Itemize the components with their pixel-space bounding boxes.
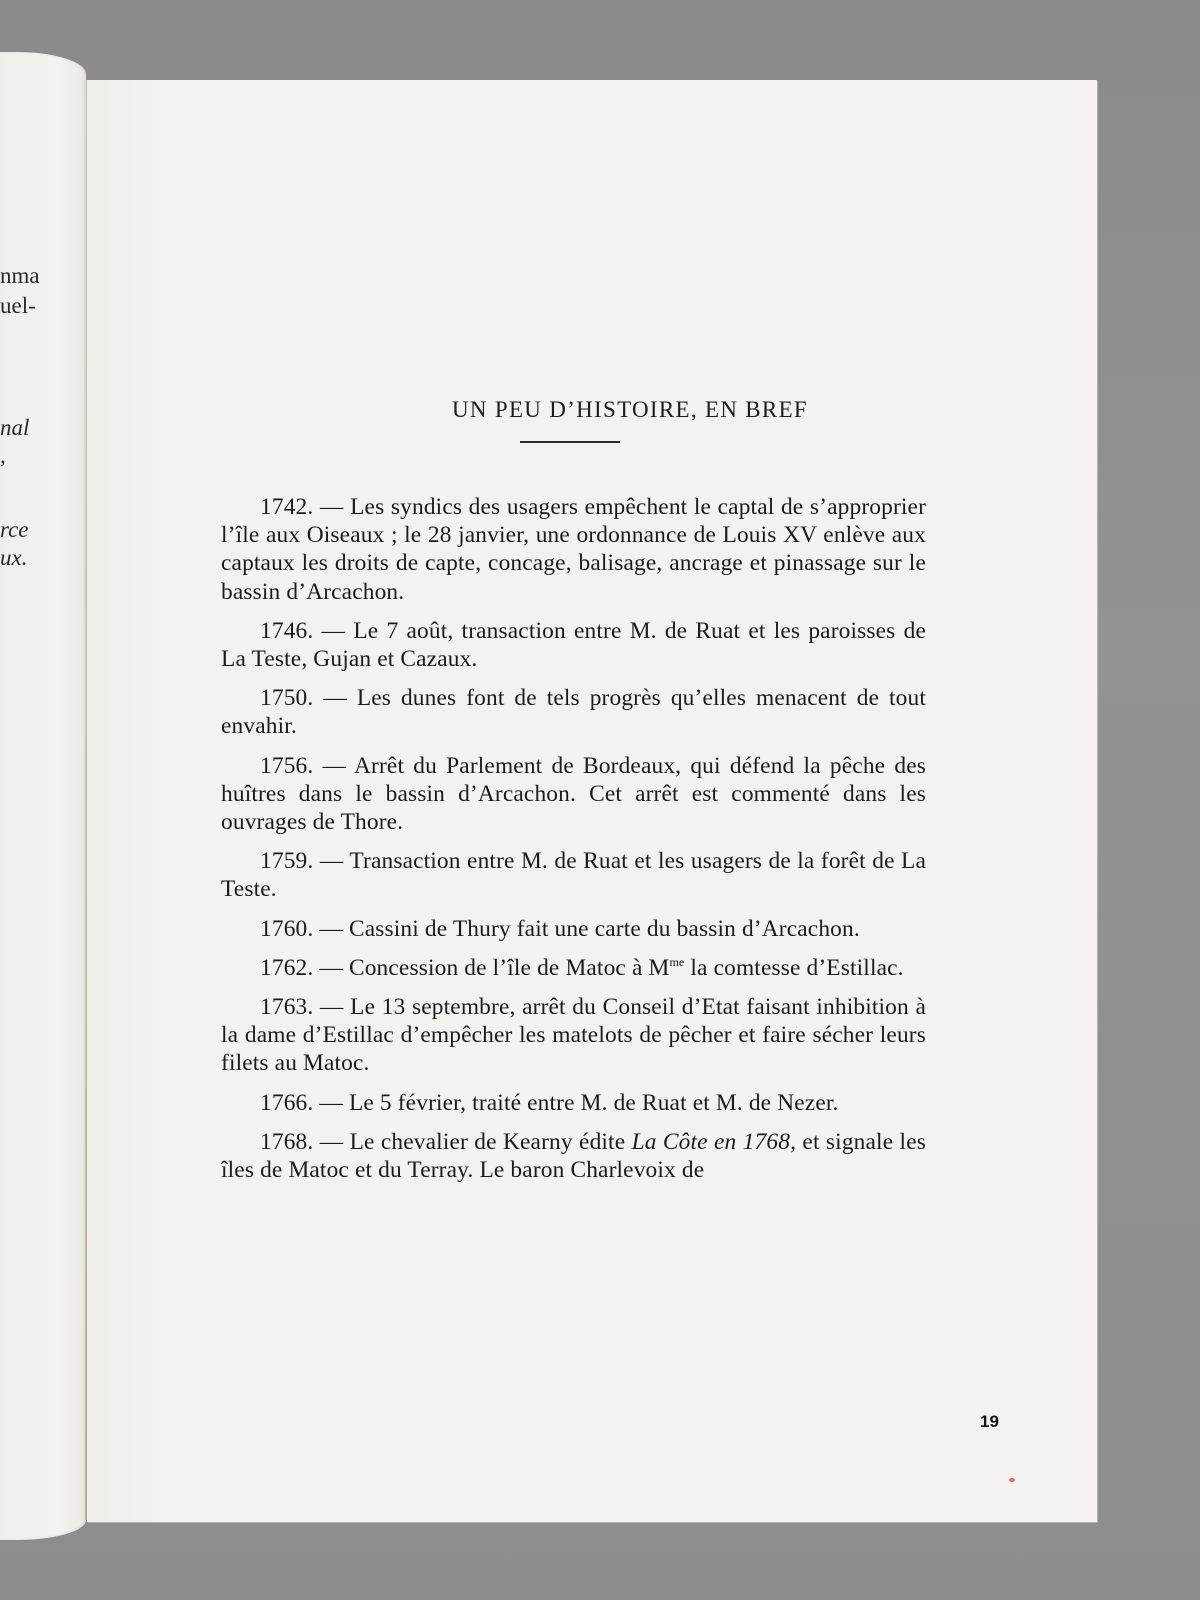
entry-dash: —	[321, 617, 346, 644]
left-page-fragment: nal	[0, 415, 30, 440]
entry-year: 1768.	[260, 1128, 314, 1155]
entry-text: Les dunes font de tels progrès qu’elles menacent de tout envahir.	[221, 685, 927, 740]
entry-italic-title: La Côte en 1768,	[631, 1128, 797, 1155]
chronology-entry-1746	[221, 617, 926, 673]
entry-year: 1759.	[260, 848, 314, 875]
chronology-entry-1742	[221, 493, 926, 606]
left-page-fragment: nma	[0, 263, 40, 288]
entry-dash: —	[320, 994, 344, 1021]
chronology-entry-1756	[221, 752, 926, 837]
chronology-entry-1759	[221, 847, 926, 903]
chronology-entry-1763	[221, 993, 926, 1078]
left-page-fragment: ux.	[0, 545, 28, 570]
entry-dash: —	[322, 752, 347, 779]
entry-dash: —	[319, 1128, 344, 1155]
entry-dash: —	[319, 1089, 343, 1116]
entry-dash: —	[323, 685, 347, 712]
left-page-fragment: uel-	[0, 293, 36, 318]
entry-text: Cassini de Thury fait une carte du bassin d’Arcachon.	[348, 915, 860, 942]
entry-text: Le 13 septembre, arrêt du Conseil d’Etat faisant inhibition à la dame d’Estillac d’empêcher les matelots de pêcher et faire sécher leurs filets au Matoc.	[221, 994, 926, 1077]
entry-year: 1762.	[260, 954, 314, 981]
chronology-list	[221, 493, 926, 1195]
entry-dash: —	[319, 848, 344, 875]
entry-text: Le 5 février, traité entre M. de Ruat et M. de Nezer.	[348, 1089, 839, 1116]
chronology-entry-1762	[221, 954, 926, 982]
entry-text: la comtesse d’Estillac.	[684, 954, 904, 981]
title-underline-divider	[520, 441, 620, 443]
chronology-entry-1768	[221, 1128, 926, 1184]
entry-text: Transaction entre M. de Ruat et les usagers de la forêt de La Teste.	[221, 848, 927, 903]
chronology-entry-1760	[221, 915, 926, 943]
left-page-fragment: ,	[0, 443, 6, 468]
entry-text: Les syndics des usagers empêchent le captal de s’approprier l’île aux Oiseaux ; le 28 janvier, une ordonnance de Louis XV enlève aux captaux les droits de capte, concage, balisage, ancrage et pinassage sur le bassin d’Arcachon.	[221, 494, 927, 605]
entry-text: Le 7 août, transaction entre M. de Ruat et les paroisses de La Teste, Gujan et Cazaux.	[221, 617, 926, 673]
entry-year: 1742.	[260, 494, 314, 520]
entry-year: 1750.	[260, 685, 314, 712]
chronology-entry-1750	[221, 684, 926, 740]
facing-page-left	[0, 52, 86, 1540]
entry-text: et signale les îles de Matoc et du Terray. Le baron Charlevoix de	[221, 1128, 926, 1184]
entry-year: 1746.	[260, 617, 314, 644]
book-page-right	[87, 80, 1097, 1522]
entry-year: 1756.	[260, 752, 314, 779]
entry-year: 1763.	[260, 994, 314, 1021]
entry-text: Arrêt du Parlement de Bordeaux, qui défend la pêche des huîtres dans le bassin d’Arcachon. Cet arrêt est commenté dans les ouvrages de Thore.	[221, 752, 926, 836]
entry-dash: —	[319, 954, 343, 981]
page-title: UN PEU D’HISTOIRE, EN BREF	[451, 397, 809, 422]
entry-text: Le chevalier de Kearny édite	[349, 1128, 632, 1155]
entry-superscript: me	[669, 954, 685, 969]
paper-speck-mark	[1009, 1478, 1015, 1482]
entry-dash: —	[319, 494, 344, 520]
left-page-fragment: rce	[0, 517, 29, 542]
entry-text: Concession de l’île de Matoc à M	[348, 954, 670, 981]
entry-year: 1760.	[260, 915, 314, 942]
page-number: 19	[980, 1412, 999, 1431]
entry-dash: —	[319, 915, 343, 942]
chronology-entry-1766	[221, 1089, 926, 1117]
entry-year: 1766.	[260, 1089, 314, 1116]
